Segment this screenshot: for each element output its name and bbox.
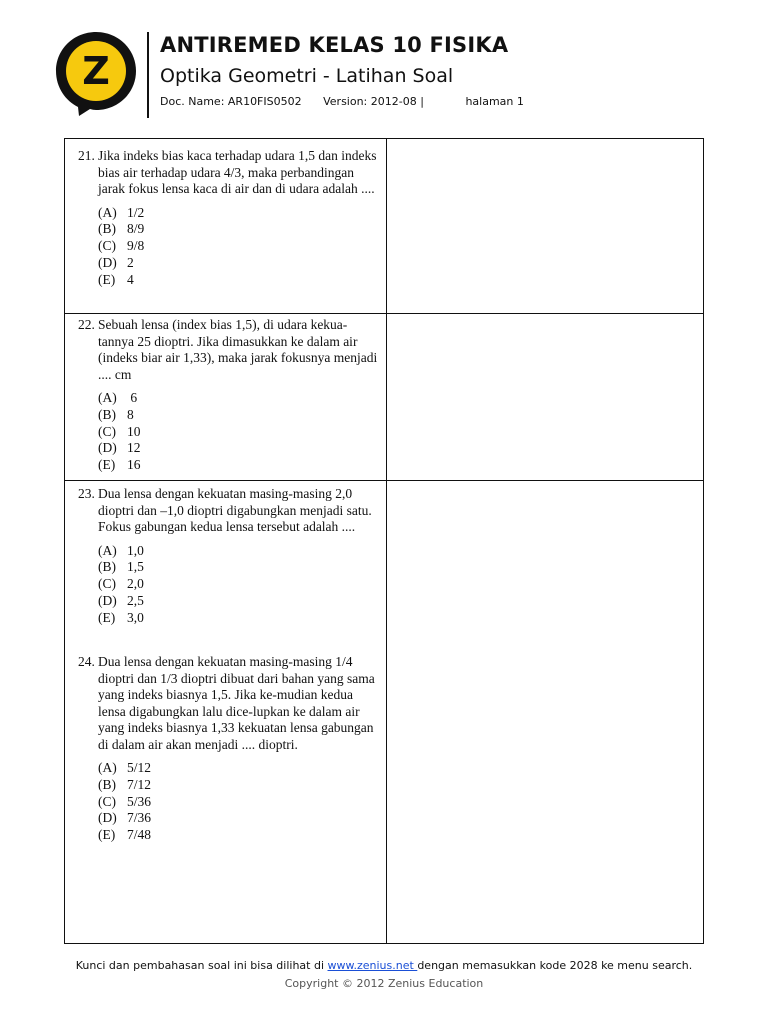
option — [98, 272, 378, 289]
option-label: (C) — [98, 238, 116, 254]
option-label: (E) — [98, 827, 116, 843]
option — [98, 390, 378, 407]
question-number: 21. — [78, 148, 95, 163]
option-value: 3,0 — [127, 609, 144, 625]
footer-text-before: Kunci dan pembahasan soal ini bisa dilihat di — [75, 959, 328, 972]
option-label: (D) — [98, 592, 117, 608]
option — [98, 440, 378, 457]
option — [98, 760, 378, 777]
answer-options — [78, 205, 378, 289]
option-label: (E) — [98, 457, 116, 473]
question-text: Dua lensa dengan kekuatan masing-masing 1/4 dioptri dan 1/3 dioptri dibuat dari bahan yang sama yang indeks biasnya 1,5. Jika ke-mudian kedua lensa digabungkan lalu dice-lupkan ke dalam air yang indeks biasnya 1,33 kekuatan lensa gabungan di dalam air akan menjadi .... dioptri. — [98, 654, 375, 752]
answer-options — [78, 760, 378, 844]
option-value: 12 — [127, 440, 141, 456]
option-value: 6 — [127, 390, 138, 405]
option-value: 16 — [127, 457, 141, 473]
question-21 — [78, 148, 378, 288]
option-value: 7/12 — [127, 776, 152, 792]
option-label: (E) — [98, 271, 116, 287]
header-divider — [147, 32, 149, 118]
option-label: (D) — [98, 254, 117, 270]
option-label: (E) — [98, 609, 116, 625]
svg-text:Z: Z — [82, 49, 110, 93]
row-divider — [65, 313, 703, 314]
option — [98, 255, 378, 272]
option-label: (C) — [98, 576, 116, 592]
column-divider — [386, 139, 387, 943]
option — [98, 576, 378, 593]
option-label: (C) — [98, 423, 116, 439]
option-value: 5/36 — [127, 793, 152, 809]
option — [98, 238, 378, 255]
option-label: (A) — [98, 760, 117, 775]
answer-options — [78, 543, 378, 627]
question-22 — [78, 317, 378, 474]
copyright: Copyright © 2012 Zenius Education — [284, 977, 484, 990]
option-label: (A) — [98, 390, 117, 405]
option-label: (A) — [98, 542, 117, 558]
question-number: 22. — [78, 317, 95, 332]
option — [98, 559, 378, 576]
option-value: 1/2 — [127, 204, 145, 220]
question-text: Dua lensa dengan kekuatan masing-masing 2,0 dioptri dan –1,0 dioptri digabungkan menjadi satu. Fokus gabungan kedua lensa tersebut adalah .... — [98, 486, 372, 534]
question-number: 24. — [78, 654, 95, 669]
option-value: 5/12 — [127, 760, 152, 775]
question-text: Sebuah lensa (index bias 1,5), di udara kekua-tannya 25 dioptri. Jika dimasukkan ke dalam air (indeks biar air 1,33), maka jarak fokusnya menjadi .... cm — [98, 317, 378, 382]
option-value: 1,5 — [127, 559, 144, 575]
option-value: 2,5 — [127, 592, 144, 608]
option-label: (B) — [98, 221, 116, 237]
document-meta — [160, 95, 524, 108]
option-label: (B) — [98, 776, 116, 792]
option-label: (D) — [98, 810, 117, 826]
option — [98, 457, 378, 474]
option — [98, 407, 378, 424]
question-number: 23. — [78, 486, 95, 501]
option — [98, 205, 378, 222]
option-value: 2 — [127, 254, 134, 270]
option-value: 2,0 — [127, 576, 144, 592]
option — [98, 543, 378, 560]
option — [98, 777, 378, 794]
document-title: ANTIREMED KELAS 10 FISIKA — [160, 33, 509, 57]
option — [98, 810, 378, 827]
option — [98, 794, 378, 811]
option — [98, 827, 378, 844]
option — [98, 593, 378, 610]
option-label: (B) — [98, 559, 116, 575]
option — [98, 424, 378, 441]
option-label: (B) — [98, 406, 116, 422]
option-value: 7/36 — [127, 810, 152, 826]
option-label: (D) — [98, 440, 117, 456]
question-text: Jika indeks bias kaca terhadap udara 1,5 dan indeks bias air terhadap udara 4/3, maka perbandingan jarak fokus lensa kaca di air dan di udara adalah .... — [98, 148, 377, 196]
page-number: halaman 1 — [465, 95, 524, 108]
option — [98, 221, 378, 238]
zenius-logo — [54, 30, 138, 118]
option-label: (C) — [98, 793, 116, 809]
option — [98, 610, 378, 627]
zenius-link[interactable]: www.zenius.net — [327, 959, 418, 972]
option-value: 8 — [127, 406, 134, 422]
doc-version: Version: 2012-08 | — [323, 95, 424, 108]
doc-name: Doc. Name: AR10FIS0502 — [160, 95, 302, 108]
option-value: 1,0 — [127, 542, 144, 558]
option-value: 7/48 — [127, 827, 152, 843]
row-divider — [65, 480, 703, 481]
option-value: 4 — [127, 271, 134, 287]
option-value: 8/9 — [127, 221, 145, 237]
document-subtitle: Optika Geometri - Latihan Soal — [160, 65, 454, 87]
question-24 — [78, 654, 378, 844]
question-table — [64, 138, 704, 944]
option-value: 10 — [127, 423, 141, 439]
footer-text-after: dengan memasukkan kode 2028 ke menu search. — [417, 959, 693, 972]
answer-key-note — [0, 959, 768, 972]
question-23 — [78, 486, 378, 626]
option-value: 9/8 — [127, 238, 145, 254]
answer-options — [78, 390, 378, 474]
option-label: (A) — [98, 204, 117, 220]
